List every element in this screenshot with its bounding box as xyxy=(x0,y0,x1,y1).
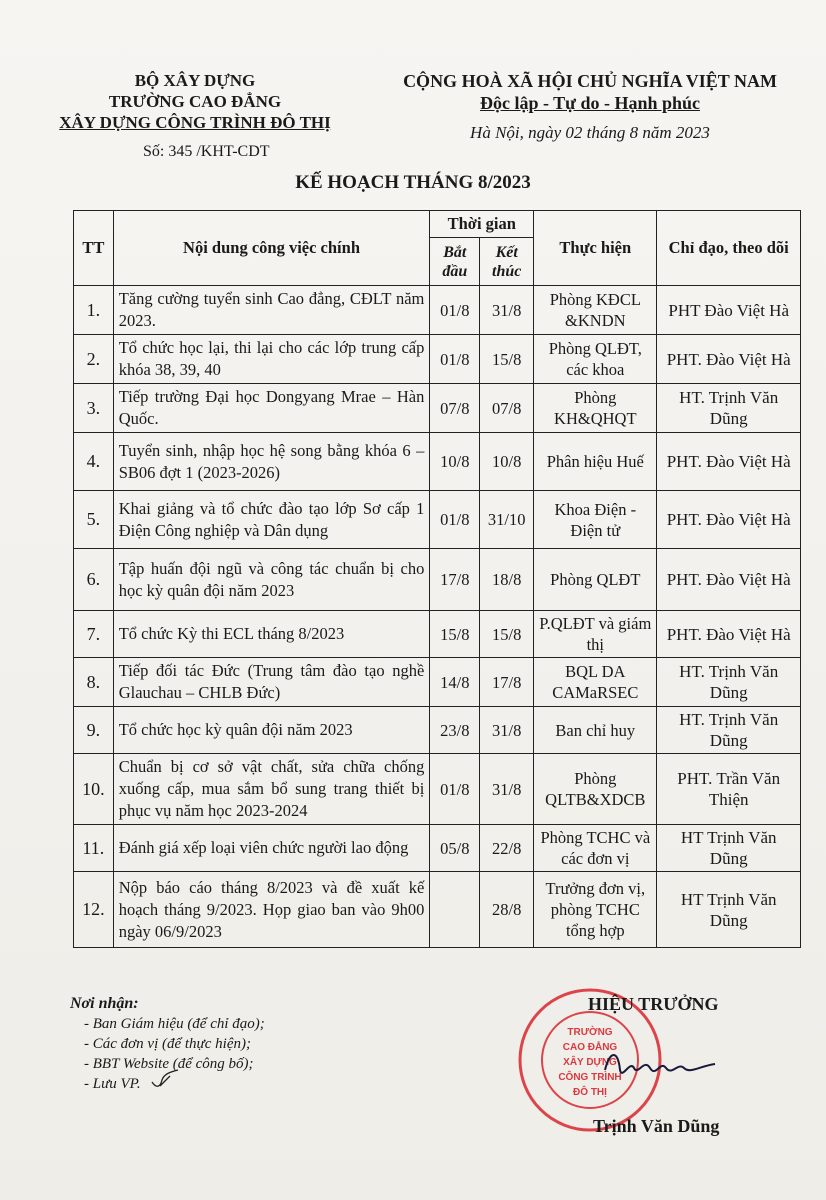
start-date: 17/8 xyxy=(430,549,480,611)
executor-unit: Phòng QLTB&XDCB xyxy=(534,754,657,825)
school-name-line2: XÂY DỰNG CÔNG TRÌNH ĐÔ THỊ xyxy=(59,113,331,132)
start-date: 01/8 xyxy=(430,335,480,384)
row-number: 5. xyxy=(74,491,114,549)
reference-number: Số: 345 /KHT-CDT xyxy=(143,143,270,160)
table-row xyxy=(74,707,801,754)
director-name: PHT. Đào Việt Hà xyxy=(657,491,801,549)
recipients-label: Nơi nhận: xyxy=(70,995,139,1012)
row-number: 2. xyxy=(74,335,114,384)
signatory-name: Trịnh Văn Dũng xyxy=(593,1116,720,1136)
end-date: 15/8 xyxy=(480,335,534,384)
director-name: PHT Đào Việt Hà xyxy=(657,286,801,335)
start-date: 10/8 xyxy=(430,433,480,491)
executor-unit: Phòng KH&QHQT xyxy=(534,384,657,433)
national-header-block xyxy=(385,70,795,144)
table-row xyxy=(74,491,801,549)
executor-unit: P.QLĐT và giám thị xyxy=(534,611,657,658)
director-name: HT. Trịnh Văn Dũng xyxy=(657,384,801,433)
director-name: HT. Trịnh Văn Dũng xyxy=(657,658,801,707)
header-director: Chỉ đạo, theo dõi xyxy=(657,211,801,286)
start-date: 15/8 xyxy=(430,611,480,658)
table-row xyxy=(74,611,801,658)
executor-unit: Phân hiệu Huế xyxy=(534,433,657,491)
row-number: 6. xyxy=(74,549,114,611)
task-content: Chuẩn bị cơ sở vật chất, sửa chữa chống xuống cấp, mua sắm bổ sung trang thiết bị phục vụ năm học 2023-2024 xyxy=(113,754,430,825)
start-date: 07/8 xyxy=(430,384,480,433)
table-row xyxy=(74,549,801,611)
director-name: PHT. Đào Việt Hà xyxy=(657,335,801,384)
task-content: Đánh giá xếp loại viên chức người lao động xyxy=(113,825,430,872)
header-end: Kết thúc xyxy=(480,238,534,286)
end-date: 31/8 xyxy=(480,707,534,754)
row-number: 1. xyxy=(74,286,114,335)
header-time: Thời gian xyxy=(430,211,534,238)
director-name: HT. Trịnh Văn Dũng xyxy=(657,707,801,754)
table-row xyxy=(74,872,801,948)
svg-text:XÂY DỰNG: XÂY DỰNG xyxy=(563,1057,617,1068)
director-name: HT Trịnh Văn Dũng xyxy=(657,825,801,872)
start-date xyxy=(430,872,480,948)
director-name: PHT. Đào Việt Hà xyxy=(657,433,801,491)
task-content: Khai giảng và tổ chức đào tạo lớp Sơ cấp 1 Điện Công nghiệp và Dân dụng xyxy=(113,491,430,549)
executor-unit: Phòng QLĐT xyxy=(534,549,657,611)
executor-unit: BQL DA CAMaRSEC xyxy=(534,658,657,707)
initial-mark-icon xyxy=(150,1068,180,1092)
svg-text:TRƯỜNG: TRƯỜNG xyxy=(567,1027,613,1038)
executor-unit: Phòng QLĐT, các khoa xyxy=(534,335,657,384)
director-name: PHT. Đào Việt Hà xyxy=(657,611,801,658)
document-date: Hà Nội, ngày 02 tháng 8 năm 2023 xyxy=(470,123,710,142)
end-date: 31/8 xyxy=(480,754,534,825)
end-date: 15/8 xyxy=(480,611,534,658)
executor-unit: Trưởng đơn vị, phòng TCHC tổng hợp xyxy=(534,872,657,948)
issuing-agency-block xyxy=(55,70,335,162)
end-date: 10/8 xyxy=(480,433,534,491)
row-number: 9. xyxy=(74,707,114,754)
task-content: Tập huấn đội ngũ và công tác chuẩn bị cho học kỳ quân đội năm 2023 xyxy=(113,549,430,611)
task-content: Tiếp đối tác Đức (Trung tâm đào tạo nghề Glauchau – CHLB Đức) xyxy=(113,658,430,707)
handwritten-signature-icon xyxy=(600,1040,720,1090)
task-content: Tuyển sinh, nhập học hệ song bằng khóa 6 – SB06 đợt 1 (2023-2026) xyxy=(113,433,430,491)
executor-unit: Ban chỉ huy xyxy=(534,707,657,754)
row-number: 11. xyxy=(74,825,114,872)
table-row xyxy=(74,433,801,491)
row-number: 10. xyxy=(74,754,114,825)
end-date: 31/8 xyxy=(480,286,534,335)
row-number: 12. xyxy=(74,872,114,948)
table-row xyxy=(74,286,801,335)
table-row xyxy=(74,384,801,433)
director-name: HT Trịnh Văn Dũng xyxy=(657,872,801,948)
task-content: Tổ chức học kỳ quân đội năm 2023 xyxy=(113,707,430,754)
task-content: Tăng cường tuyển sinh Cao đẳng, CĐLT năm 2023. xyxy=(113,286,430,335)
end-date: 18/8 xyxy=(480,549,534,611)
start-date: 05/8 xyxy=(430,825,480,872)
ministry-name: BỘ XÂY DỰNG xyxy=(134,71,256,90)
national-motto: Độc lập - Tự do - Hạnh phúc xyxy=(479,93,701,113)
table-header-row xyxy=(74,211,801,238)
task-content: Nộp báo cáo tháng 8/2023 và đề xuất kế hoạch tháng 9/2023. Họp giao ban vào 9h00 ngày 06/9/2023 xyxy=(113,872,430,948)
row-number: 3. xyxy=(74,384,114,433)
end-date: 07/8 xyxy=(480,384,534,433)
recipient-item: - Ban Giám hiệu (để chỉ đạo); xyxy=(84,1016,265,1032)
table-row xyxy=(74,335,801,384)
table-row xyxy=(74,754,801,825)
start-date: 01/8 xyxy=(430,286,480,335)
end-date: 17/8 xyxy=(480,658,534,707)
end-date: 22/8 xyxy=(480,825,534,872)
task-content: Tổ chức Kỳ thi ECL tháng 8/2023 xyxy=(113,611,430,658)
svg-text:CAO ĐẲNG: CAO ĐẲNG xyxy=(562,1042,618,1053)
row-number: 7. xyxy=(74,611,114,658)
executor-unit: Khoa Điện - Điện tử xyxy=(534,491,657,549)
task-content: Tổ chức học lại, thi lại cho các lớp trung cấp khóa 38, 39, 40 xyxy=(113,335,430,384)
svg-text:ĐÔ THỊ: ĐÔ THỊ xyxy=(573,1087,607,1098)
school-name-line1: TRƯỜNG CAO ĐẲNG xyxy=(108,92,282,111)
document-title: KẾ HOẠCH THÁNG 8/2023 xyxy=(295,172,531,193)
header-content: Nội dung công việc chính xyxy=(113,211,430,286)
start-date: 14/8 xyxy=(430,658,480,707)
country-name: CỘNG HOÀ XÃ HỘI CHỦ NGHĨA VIỆT NAM xyxy=(403,71,777,91)
table-row xyxy=(74,825,801,872)
start-date: 23/8 xyxy=(430,707,480,754)
svg-text:CÔNG TRÌNH: CÔNG TRÌNH xyxy=(558,1072,622,1083)
row-number: 4. xyxy=(74,433,114,491)
recipient-item: - Các đơn vị (để thực hiện); xyxy=(84,1036,251,1052)
executor-unit: Phòng TCHC và các đơn vị xyxy=(534,825,657,872)
header-tt: TT xyxy=(74,211,114,286)
recipient-item: - Lưu VP. xyxy=(84,1076,141,1092)
header-start: Bắt đầu xyxy=(430,238,480,286)
end-date: 31/10 xyxy=(480,491,534,549)
director-name: PHT. Đào Việt Hà xyxy=(657,549,801,611)
task-content: Tiếp trường Đại học Dongyang Mrae – Hàn Quốc. xyxy=(113,384,430,433)
recipient-item: - BBT Website (để công bố); xyxy=(84,1056,254,1072)
start-date: 01/8 xyxy=(430,754,480,825)
row-number: 8. xyxy=(74,658,114,707)
signatory-title: HIỆU TRƯỞNG xyxy=(588,994,719,1014)
table-row xyxy=(74,658,801,707)
header-executor: Thực hiện xyxy=(534,211,657,286)
director-name: PHT. Trần Văn Thiện xyxy=(657,754,801,825)
start-date: 01/8 xyxy=(430,491,480,549)
executor-unit: Phòng KĐCL &KNDN xyxy=(534,286,657,335)
end-date: 28/8 xyxy=(480,872,534,948)
plan-table xyxy=(73,210,801,948)
